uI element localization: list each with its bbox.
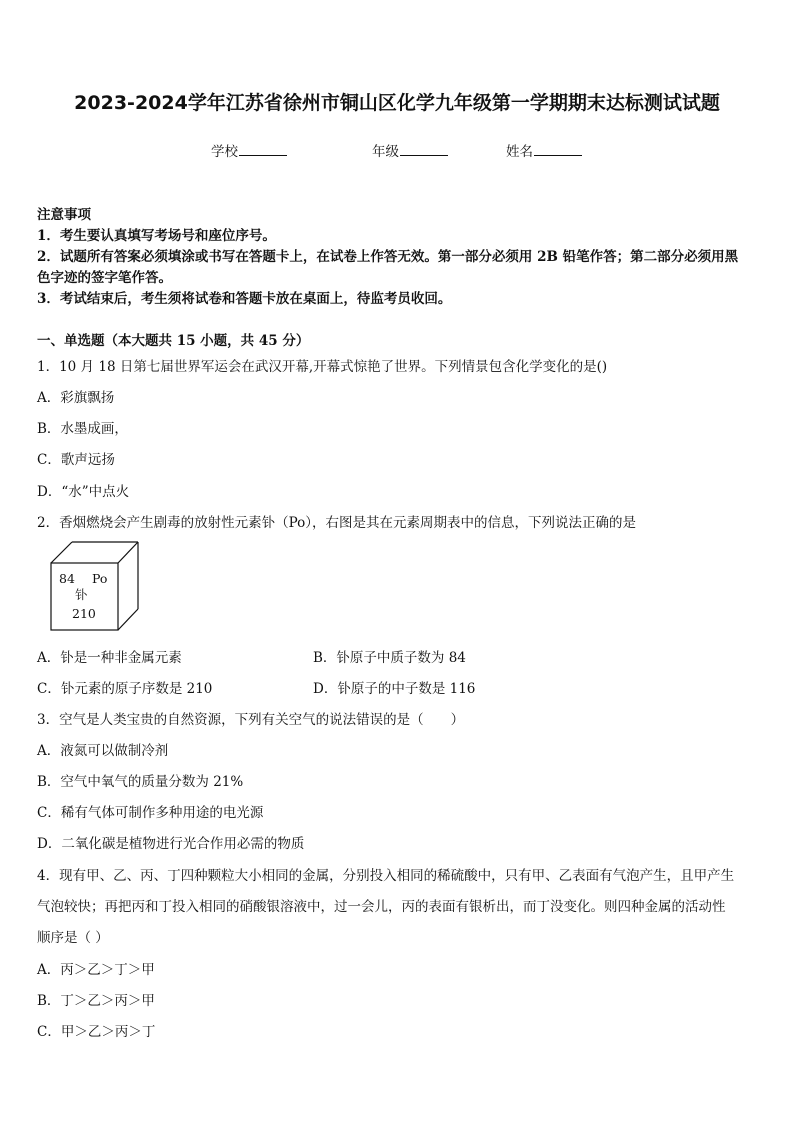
q3-option-a: A．液氮可以做制冷剂 (37, 743, 169, 759)
element-card (50, 541, 140, 631)
q4-option-c: C．甲＞乙＞丙＞丁 (37, 1024, 156, 1040)
q1-option-a: A．彩旗飘扬 (37, 390, 115, 406)
exam-title: 2023-2024学年江苏省徐州市铜山区化学九年级第一学期期末达标测试试题 (74, 92, 720, 114)
grade-label: 年级 (372, 144, 399, 160)
q2-option-d: D．钋原子的中子数是 116 (313, 681, 476, 697)
q4-option-a: A．丙＞乙＞丁＞甲 (37, 962, 155, 978)
name-blank (534, 142, 582, 156)
q3-option-d: D．二氧化碳是植物进行光合作用必需的物质 (37, 836, 305, 852)
question-4-stem-line: 气泡较快；再把丙和丁投入相同的硝酸银溶液中，过一会儿，丙的表面有银析出，而丁没变化。则四种金属的活动性 (37, 899, 726, 915)
notice-heading: 注意事项 (37, 207, 91, 223)
q4-option-b: B．丁＞乙＞丙＞甲 (37, 993, 155, 1009)
grade-field (372, 140, 448, 160)
name-field (506, 140, 582, 160)
element-atomic-number: 84 (59, 571, 75, 586)
q1-option-b: B．水墨成画， (37, 421, 128, 437)
q2-option-b: B．钋原子中质子数为 84 (313, 650, 466, 666)
question-3-stem: 3．空气是人类宝贵的自然资源，下列有关空气的说法错误的是（ ） (37, 712, 465, 728)
question-2-stem: 2．香烟燃烧会产生剧毒的放射性元素钋（Po），右图是其在元素周期表中的信息，下列说法正确的是 (37, 515, 637, 531)
question-4-stem-line: 4．现有甲、乙、丙、丁四种颗粒大小相同的金属，分别投入相同的稀硫酸中，只有甲、乙表面有气泡产生，且甲产生 (37, 868, 735, 884)
q2-option-a: A．钋是一种非金属元素 (37, 650, 182, 666)
q1-option-c: C．歌声远扬 (37, 452, 115, 468)
notice-item: 2．试题所有答案必须填涂或书写在答题卡上，在试卷上作答无效。第一部分必须用 2B 铅笔作答；第二部分必须用黑 (37, 249, 739, 265)
element-symbol: Po (92, 571, 108, 586)
q3-option-c: C．稀有气体可制作多种用途的电光源 (37, 805, 264, 821)
name-label: 姓名 (506, 144, 533, 160)
element-mass: 210 (72, 606, 96, 621)
q1-option-d: D．“水”中点火 (37, 484, 130, 500)
section-heading: 一、单选题（本大题共 15 小题，共 45 分） (37, 333, 310, 349)
notice-item: 3．考试结束后，考生须将试卷和答题卡放在桌面上，待监考员收回。 (37, 291, 452, 307)
notice-item: 1．考生要认真填写考场号和座位序号。 (37, 228, 276, 244)
question-4-stem-line: 顺序是（ ） (37, 930, 109, 946)
element-name: 钋 (75, 587, 88, 602)
grade-blank (400, 142, 448, 156)
notice-item: 色字迹的签字笔作答。 (37, 270, 172, 286)
school-label: 学校 (211, 144, 238, 160)
question-1-stem: 1．10 月 18 日第七届世界军运会在武汉开幕,开幕式惊艳了世界。下列情景包含化学变化的是() (37, 359, 608, 375)
school-field (211, 140, 287, 160)
q2-option-c: C．钋元素的原子序数是 210 (37, 681, 213, 697)
q3-option-b: B．空气中氧气的质量分数为 21% (37, 774, 244, 790)
school-blank (239, 142, 287, 156)
